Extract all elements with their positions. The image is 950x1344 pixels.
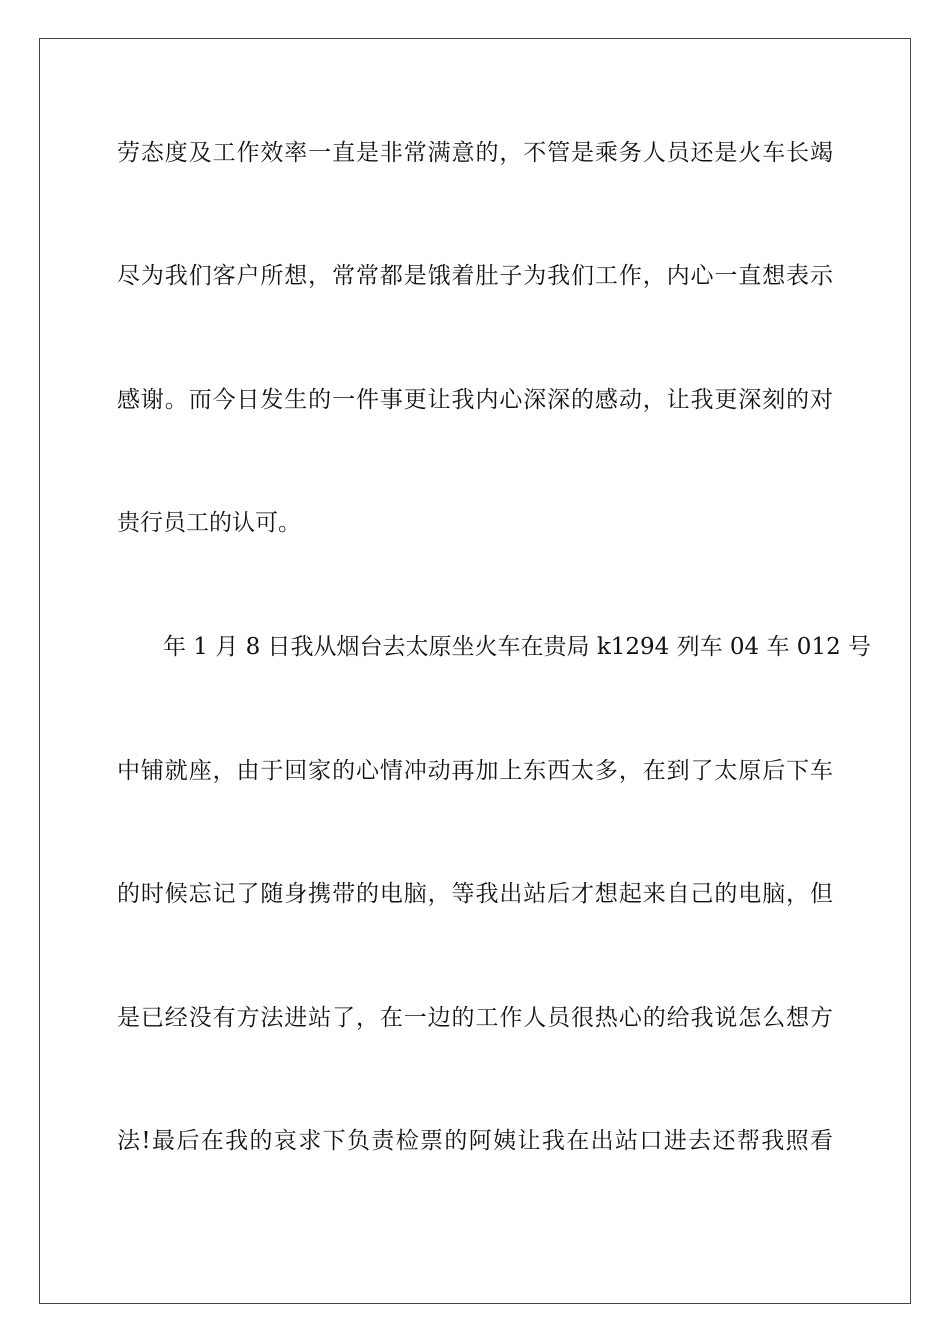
paragraph-line: 劳态度及工作效率一直是非常满意的，不管是乘务人员还是火车长竭 (117, 140, 833, 166)
paragraph-line: 年 1 月 8 日我从烟台去太原坐火车在贵局 k1294 列车 04 车 012 号 (163, 634, 872, 660)
paragraph-line: 感谢。而今日发生的一件事更让我内心深深的感动，让我更深刻的对 (117, 387, 833, 413)
paragraph-line: 尽为我们客户所想，常常都是饿着肚子为我们工作，内心一直想表示 (117, 263, 833, 289)
page-border (39, 38, 911, 1304)
paragraph-line: 贵行员工的认可。 (117, 510, 301, 536)
paragraph-line: 中铺就座，由于回家的心情冲动再加上东西太多，在到了太原后下车 (117, 758, 833, 784)
paragraph-line: 是已经没有方法进站了，在一边的工作人员很热心的给我说怎么想方 (117, 1005, 833, 1031)
paragraph-line: 的时候忘记了随身携带的电脑，等我出站后才想起来自己的电脑，但 (117, 881, 833, 907)
paragraph-line: 法!最后在我的哀求下负责检票的阿姨让我在出站口进去还帮我照看 (117, 1128, 833, 1154)
